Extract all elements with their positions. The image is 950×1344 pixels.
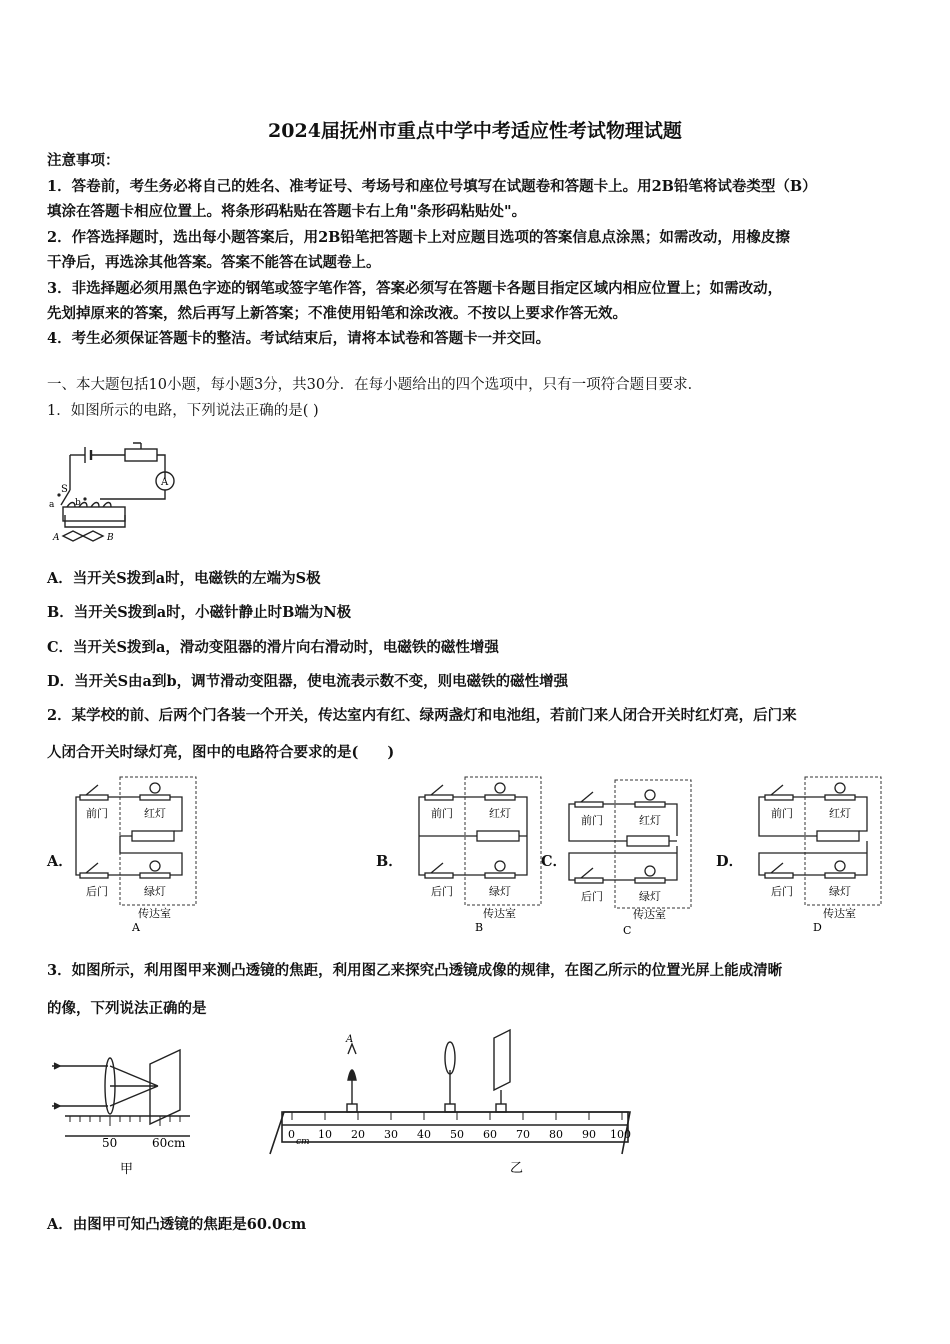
red-lamp-label: 红灯 xyxy=(489,807,511,820)
ruler-tick-label: 30 xyxy=(384,1128,398,1141)
notice-heading: 注意事项： xyxy=(47,152,120,169)
front-door-label: 前门 xyxy=(86,807,108,820)
q2-circuit-a xyxy=(70,775,205,935)
notice-line: 干净后，再选涂其他答案。答案不能答在试题卷上。 xyxy=(47,254,381,271)
back-door-label: 后门 xyxy=(581,890,603,903)
ruler-unit: cm xyxy=(296,1137,310,1147)
ruler-tick-label: 90 xyxy=(582,1128,596,1141)
ruler-tick-label: 10 xyxy=(318,1128,332,1141)
green-lamp-label: 绿灯 xyxy=(639,890,661,903)
tick-label: 60cm xyxy=(152,1136,186,1150)
notice-line: 1．答卷前，考生务必将自己的姓名、准考证号、考场号和座位号填写在试题卷和答题卡上。用2B铅笔将试卷类型（B） xyxy=(47,178,817,195)
back-door-label: 后门 xyxy=(86,885,108,898)
q1-option-c: C．当开关S拨到a，滑动变阻器的滑片向右滑动时，电磁铁的磁性增强 xyxy=(47,639,499,656)
red-lamp-label: 红灯 xyxy=(144,807,166,820)
back-door-label: 后门 xyxy=(771,885,793,898)
object-label: A xyxy=(346,1034,354,1045)
room-label: 传达室 xyxy=(138,907,171,920)
ruler-tick-label: 80 xyxy=(549,1128,563,1141)
caption-c: C xyxy=(623,924,632,937)
ammeter-label: A xyxy=(161,477,169,488)
ruler-ticks xyxy=(292,1112,622,1120)
notice-line: 4．考生必须保证答题卡的整洁。考试结束后，请将本试卷和答题卡一并交回。 xyxy=(47,330,551,347)
q1-option-d: D．当开关S由a到b，调节滑动变阻器，使电流表示数不变，则电磁铁的磁性增强 xyxy=(47,673,569,690)
switch-label: S xyxy=(61,484,68,495)
ruler-tick-label: 100 xyxy=(610,1128,631,1141)
needle-left-label: A xyxy=(53,533,60,543)
section-heading: 一、本大题包括10小题，每小题3分，共30分．在每小题给出的四个选项中，只有一项符合题目要求． xyxy=(47,377,703,393)
fig-caption-jia: 甲 xyxy=(120,1162,134,1177)
q2-stem: 人闭合开关时绿灯亮，图中的电路符合要求的是( ) xyxy=(47,744,395,761)
q2-circuit-b xyxy=(415,775,550,935)
q2-option-b-marker: B． xyxy=(376,853,403,870)
red-lamp-label: 红灯 xyxy=(639,814,661,827)
q1-option-a: A．当开关S拨到a时，电磁铁的左端为S极 xyxy=(47,570,321,587)
ruler-tick-label: 70 xyxy=(516,1128,530,1141)
ruler-tick-label: 60 xyxy=(483,1128,497,1141)
caption-a: A xyxy=(132,921,140,934)
needle-right-label: B xyxy=(107,533,114,543)
green-lamp-label: 绿灯 xyxy=(489,885,511,898)
ruler-tick-label: 50 xyxy=(450,1128,464,1141)
q1-stem: 1．如图所示的电路，下列说法正确的是( ) xyxy=(47,403,319,419)
q1-option-b: B．当开关S拨到a时，小磁针静止时B端为N极 xyxy=(47,604,352,621)
ruler-tick-label: 0 xyxy=(288,1128,295,1141)
notice-line: 先划掉原来的答案，然后再写上新答案；不准使用铅笔和涂改液。不按以上要求作答无效。 xyxy=(47,305,627,322)
green-lamp-label: 绿灯 xyxy=(144,885,166,898)
front-door-label: 前门 xyxy=(581,814,603,827)
room-label: 传达室 xyxy=(483,907,516,920)
caption-b: B xyxy=(475,921,484,934)
room-label: 传达室 xyxy=(633,908,666,921)
caption-d: D xyxy=(813,921,822,934)
q2-option-a-marker: A． xyxy=(47,853,73,870)
page-title: 2024届抚州市重点中学中考适应性考试物理试题 xyxy=(268,120,682,142)
tick-label: 50 xyxy=(102,1136,118,1150)
fig-caption-yi: 乙 xyxy=(510,1161,524,1176)
q2-option-d-marker: D． xyxy=(716,853,744,870)
q3-stem: 的像，下列说法正确的是 xyxy=(47,1000,207,1017)
ruler-tick-label: 40 xyxy=(417,1128,431,1141)
back-door-label: 后门 xyxy=(431,885,453,898)
front-door-label: 前门 xyxy=(431,807,453,820)
terminal-b-label: b xyxy=(75,498,81,508)
terminal-a-label: a xyxy=(49,500,55,510)
room-label: 传达室 xyxy=(823,907,856,920)
q2-circuit-c xyxy=(565,778,700,938)
notice-line: 3．非选择题必须用黑色字迹的钢笔或签字笔作答，答案必须写在答题卡各题目指定区域内相应位置上；如需改动， xyxy=(47,280,783,297)
q2-stem: 2．某学校的前、后两个门各装一个开关，传达室内有红、绿两盏灯和电池组，若前门来人闭合开关时红灯亮，后门来 xyxy=(47,707,797,724)
q3-figure-jia xyxy=(50,1040,200,1180)
front-door-label: 前门 xyxy=(771,807,793,820)
q2-circuit-d xyxy=(755,775,890,935)
red-lamp-label: 红灯 xyxy=(829,807,851,820)
ruler-tick-label: 20 xyxy=(351,1128,365,1141)
green-lamp-label: 绿灯 xyxy=(829,885,851,898)
notice-line: 2．作答选择题时，选出每小题答案后，用2B铅笔把答题卡上对应题目选项的答案信息点涂黑；如需改动，用橡皮擦 xyxy=(47,229,790,246)
q3-stem: 3．如图所示，利用图甲来测凸透镜的焦距，利用图乙来探究凸透镜成像的规律，在图乙所示的位置光屏上能成清晰 xyxy=(47,962,783,979)
q3-option-a: A．由图甲可知凸透镜的焦距是60.0cm xyxy=(47,1216,307,1233)
q3-figure-yi xyxy=(260,1030,640,1180)
notice-line: 填涂在答题卡相应位置上。将条形码粘贴在答题卡右上角"条形码粘贴处"。 xyxy=(47,203,527,220)
q1-circuit-figure xyxy=(45,435,195,545)
q2-option-c-marker: C． xyxy=(541,853,568,870)
